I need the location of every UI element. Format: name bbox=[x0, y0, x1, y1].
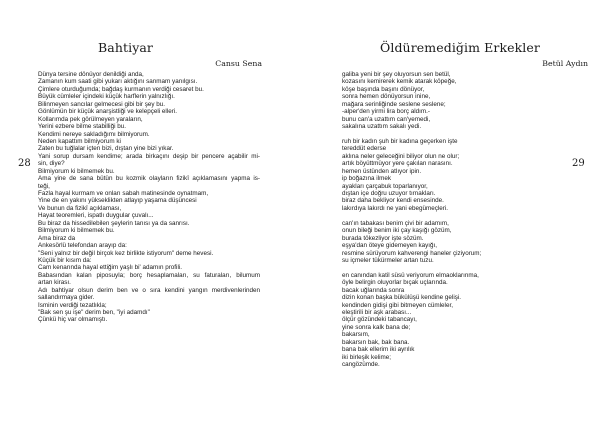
poem-line: Küçük bir kısım da: bbox=[38, 256, 92, 264]
poem-line: bakarsın bak, bak bana. bbox=[342, 338, 410, 346]
poem-line: ayakları çarçabuk toparlanıyor, bbox=[342, 182, 428, 190]
poem-line: artık böyüttmüyor yere çakılan narasını. bbox=[342, 160, 453, 168]
poem-line: can'ın tabakası benim çivi bir adamım, bbox=[342, 219, 449, 227]
poem-line: burada tökezliyor işte sözüm. bbox=[342, 234, 424, 242]
poem-line: hemen üstünden atlıyor ipin. bbox=[342, 167, 422, 175]
poem-line: eleştirili bir aşk arabası... bbox=[342, 309, 412, 316]
poem-line: artan kirası. bbox=[38, 279, 71, 287]
poem-line: sonra hemen dönüyorsun inine, bbox=[342, 93, 431, 101]
poem-line: Kollarımda pek görülmeyen yaraların, bbox=[38, 115, 143, 123]
poem-line: lakırdıya lakırdı ne yani ebegümeçleri. bbox=[342, 204, 449, 212]
poem-author: Cansu Sena bbox=[215, 59, 262, 68]
poem-line: Bilmiyorum ki bilmemek bu. bbox=[38, 167, 115, 175]
poem-line: Bilmiyorum ki bilmemek bu. bbox=[38, 227, 115, 235]
poem-line: Yani sorup dursam kendime; arada birkaçını deşip bir pencere açabilir mi- bbox=[38, 152, 260, 160]
stanza-break bbox=[342, 212, 552, 219]
poem-line: Kendimi nereye sakladığımı bilmiyorum. bbox=[38, 130, 150, 138]
poem-line: ruh bir kadın şuh bir kadına geçerken işte bbox=[342, 137, 458, 145]
stanza-break bbox=[342, 131, 552, 138]
poem-line: aklına neler geleceğini biliyor olun ne olur; bbox=[342, 152, 460, 160]
poem-line: bacak uğlarında sonra bbox=[342, 286, 405, 294]
poem-line: dıştan içe doğru uzuyor tırnakları. bbox=[342, 190, 436, 197]
poem-line: Neden kapattım bilmiyorum ki bbox=[38, 137, 121, 145]
poem-line: kendinden gidişi gibi bitmeyen cümleler, bbox=[342, 301, 453, 309]
poem-line: ölçür gözündeki tabancayı, bbox=[342, 316, 417, 324]
poem-line: dizin konan başka bükülüşü kendine gelişi. bbox=[342, 294, 462, 302]
poem-line: Zamanın kum saati gibi yukarı aktığını sanmam yanılgısı. bbox=[38, 78, 198, 86]
poem-line: Bilinmeyen sancılar gelmecesi gibi bir şey bu. bbox=[38, 100, 166, 108]
poem-title: Öldüremediğim Erkekler bbox=[380, 40, 540, 55]
poem-line: Babasından kalan piposuyla; borç hesaplamaları, su faturaları, bilumum bbox=[38, 271, 260, 279]
poem-line: bakarsım, bbox=[342, 331, 370, 339]
poem-line: "Bak sen şu işe" derim ben, "iyi adamdı" bbox=[38, 309, 150, 316]
poem-line: Bu biraz da hissedilebilen şeylerin tanısı ya da sanrısı. bbox=[38, 219, 190, 227]
poem-line: öyle belirgin oluyorlar bıçak uçlarında. bbox=[342, 279, 448, 287]
poem-line: sin, diye? bbox=[38, 160, 65, 168]
poem-title: Bahtiyar bbox=[98, 40, 153, 55]
poem-line: Ama yine de sana bütün bu kozmik olayların fizikî açıklamasını yapma is- bbox=[38, 175, 260, 183]
poem-line: onun bileği benim iki çay kaşığı gözüm, bbox=[342, 227, 452, 235]
stanza-break bbox=[342, 264, 552, 271]
poem-line: Büyük cümleler içindeki küçük harflerin yalnızlığı. bbox=[38, 93, 175, 101]
poem-body bbox=[38, 71, 260, 324]
poem-line: "Seni yalnız bir değil birçok kez birlikte istiyorum" deme hevesi. bbox=[38, 249, 214, 257]
poem-line: ip boğazına ilmek bbox=[342, 175, 392, 183]
poem-line: biraz daha bekliyor kendi ensesinde. bbox=[342, 197, 444, 205]
poem-line: İsminin verdiği tezatlıkla; bbox=[38, 301, 107, 309]
poem-line: resmine sürüyorum kahverengi haneler çiziyorum; bbox=[342, 249, 482, 257]
poem-line: Yine de en yakını yükseklikten atlayıp yaşama düşüncesi bbox=[38, 197, 197, 205]
poem-line: Çimlere oturduğumda; bağdaş kurmanın verdiği cesaret bu. bbox=[38, 85, 204, 93]
right-page bbox=[300, 0, 600, 425]
poem-line: Gönlümün bir küçük anarşistliği ve kelepçeli elleri. bbox=[38, 108, 177, 116]
poem-line: Ankesörlü telefondan arayıp da: bbox=[38, 242, 127, 250]
poem-line: Dünya tersine dönüyor denildiği anda, bbox=[38, 71, 144, 78]
poem-body bbox=[342, 71, 552, 369]
poem-line: köşe başında başını dönüyor, bbox=[342, 85, 425, 93]
poem-line: eşya'dan öteye gidemeyen kayığı, bbox=[342, 242, 438, 250]
poem-line: galiba yeni bir şey oluyorsun sen betül, bbox=[342, 71, 451, 78]
page-number: 29 bbox=[572, 158, 585, 169]
poem-line: sakalına uzattım sakalı yedi. bbox=[342, 123, 422, 131]
poem-line: su içmeler tükürmeler artan tuzu. bbox=[342, 256, 434, 264]
poem-author: Betül Aydın bbox=[542, 59, 588, 68]
poem-line: Ama biraz da bbox=[38, 234, 76, 242]
poem-line: sallandırmaya gider. bbox=[38, 294, 95, 302]
page-number: 28 bbox=[18, 158, 31, 169]
poem-line: -alper'den yirmi lira borç aldım.- bbox=[342, 108, 430, 116]
poem-line: en canından katil süsü veriyorum elmaoklarınma, bbox=[342, 271, 479, 279]
poem-line: cangözümde. bbox=[342, 361, 380, 369]
poem-line: Ve bunun da fizikî açıklaması, bbox=[38, 204, 122, 212]
poem-line: Zaten bu tuğlalar içten bizi, dıştan yine bizi yıkar. bbox=[38, 145, 174, 153]
poem-line: Hayat teoremleri, ispatlı duygular çuvalı... bbox=[38, 212, 154, 220]
poem-line: kozasını kemirerek kemik atarak köpeğe, bbox=[342, 78, 457, 86]
poem-line: Yerini ezbere bilme stabilliği bu. bbox=[38, 123, 126, 131]
poem-line: yine sonra kalk bana de; bbox=[342, 323, 411, 331]
poem-line: Çünkü hiç var olmamıştı. bbox=[38, 316, 108, 324]
poem-line: tereddüt ederse bbox=[342, 145, 387, 153]
poem-line: teği, bbox=[38, 182, 50, 190]
poem-line: iki birleşik kelime; bbox=[342, 353, 391, 361]
poem-line: bunu can'a uzattım can'yemedi, bbox=[342, 115, 431, 123]
poem-line: bana bak ellerim iki ayrılık bbox=[342, 346, 415, 354]
poem-line: Cam kenarında hayal ettiğim yaşlı bi' adamın profili. bbox=[38, 264, 182, 272]
poem-line: Fazla hayal kurmam ve onları sabah matinesinde oynatmam, bbox=[38, 190, 209, 197]
poem-line: Adı bahtiyar olsun derim ben ve o sıra kendini yangın merdivenlerinden bbox=[38, 286, 260, 294]
poem-line: mağara serinliğinde seslene seslene; bbox=[342, 100, 446, 108]
